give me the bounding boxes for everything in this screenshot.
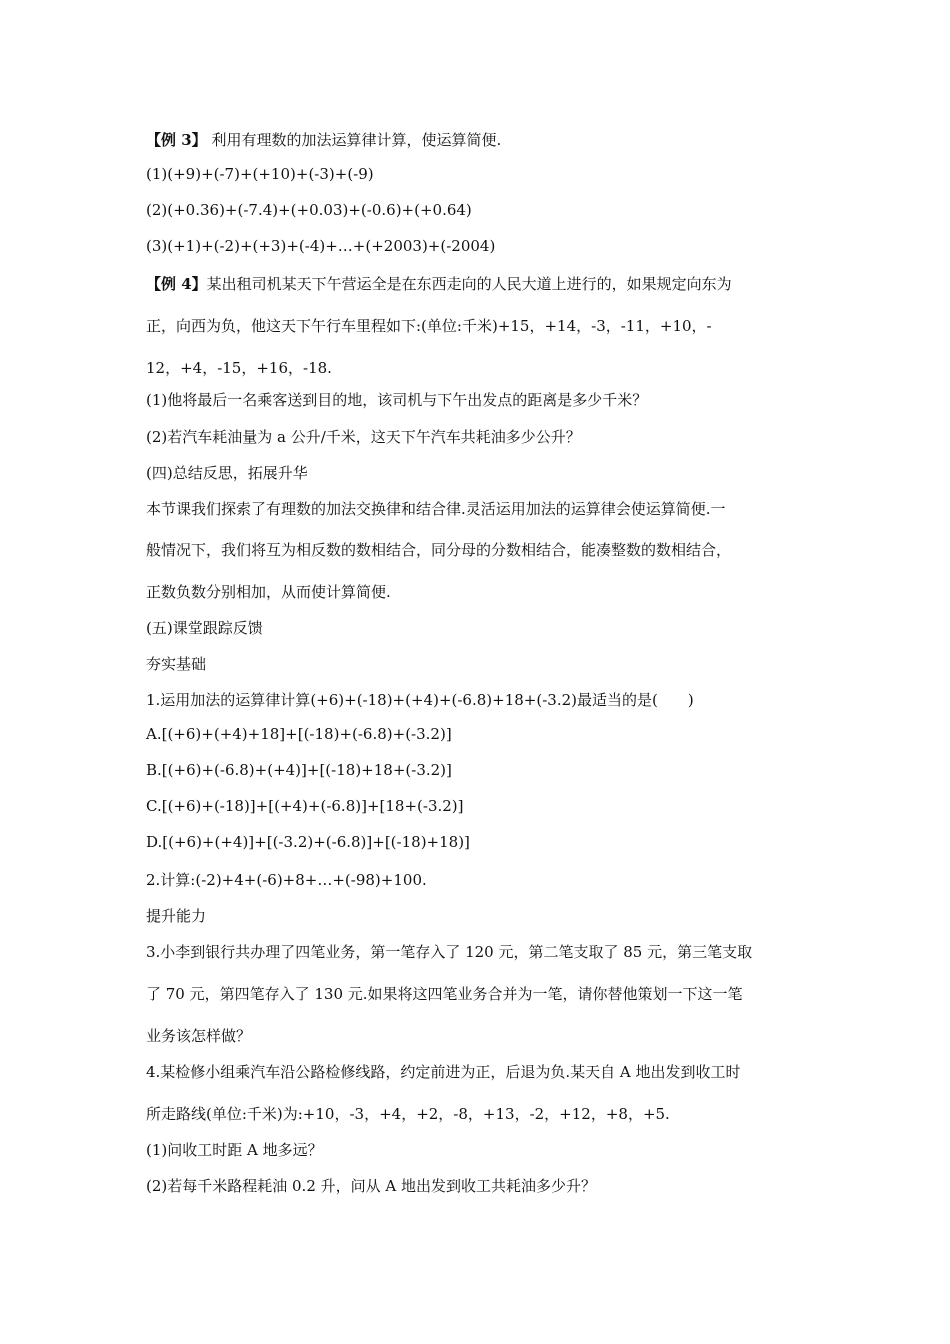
- example3-title: [146, 129, 501, 150]
- example3-item-1: (1)(+9)+(-7)+(+10)+(-3)+(-9): [146, 165, 374, 183]
- section4-heading: (四)总结反思，拓展升华: [146, 464, 308, 482]
- example4-text: 某出租司机某天下午营运全是在东西走向的人民大道上进行的，如果规定向东为: [206, 275, 732, 293]
- section4-line-3: 正数负数分别相加，从而使计算简便.: [146, 583, 391, 601]
- example4-question-2: (2)若汽车耗油量为 a 公升/千米，这天下午汽车共耗油多少公升？: [146, 428, 581, 446]
- question-1: 1.运用加法的运算律计算(+6)+(-18)+(+4)+(-6.8)+18+(-3.2)最适当的是( ): [146, 691, 694, 709]
- question-4-sub-2: (2)若每千米路程耗油 0.2 升，问从 A 地出发到收工共耗油多少升？: [146, 1177, 597, 1195]
- example4-line-1: [146, 273, 732, 294]
- section5-heading: (五)课堂跟踪反馈: [146, 619, 263, 637]
- example3-item-2: (2)(+0.36)+(-7.4)+(+0.03)+(-0.6)+(+0.64): [146, 201, 472, 219]
- basic-heading: 夯实基础: [146, 655, 207, 673]
- question-3-line-1: 3.小李到银行共办理了四笔业务，第一笔存入了 120 元，第二笔支取了 85 元，第三笔支取: [146, 943, 753, 961]
- question-3-line-2: 了 70 元，第四笔存入了 130 元.如果将这四笔业务合并为一笔，请你替他策划一下这一笔: [146, 985, 743, 1003]
- question-4-line-1: 4.某检修小组乘汽车沿公路检修线路，约定前进为正，后退为负.某天自 A 地出发到收工时: [146, 1063, 741, 1081]
- option-a: A.[(+6)+(+4)+18]+[(-18)+(-6.8)+(-3.2)]: [146, 725, 452, 743]
- section4-line-2: 般情况下，我们将互为相反数的数相结合，同分母的分数相结合，能凑整数的数相结合，: [146, 541, 732, 559]
- example3-text: 利用有理数的加法运算律计算，使运算简便.: [206, 131, 502, 149]
- example4-line-3: 12，+4，-15，+16，-18.: [146, 359, 332, 377]
- option-b: B.[(+6)+(-6.8)+(+4)]+[(-18)+18+(-3.2)]: [146, 761, 452, 779]
- option-c: C.[(+6)+(-18)]+[(+4)+(-6.8)]+[18+(-3.2)]: [146, 797, 464, 815]
- example4-tag: 【例 4】: [146, 275, 207, 293]
- option-d: D.[(+6)+(+4)]+[(-3.2)+(-6.8)]+[(-18)+18)]: [146, 833, 470, 851]
- example3-tag: 【例 3】: [146, 131, 207, 149]
- section4-line-1: 本节课我们探索了有理数的加法交换律和结合律.灵活运用加法的运算律会使运算简便.一: [146, 500, 726, 518]
- question-3-line-3: 业务该怎样做？: [146, 1027, 252, 1045]
- question-2: 2.计算:(-2)+4+(-6)+8+…+(-98)+100.: [146, 871, 427, 889]
- question-4-line-2: 所走路线(单位:千米)为:+10，-3，+4，+2，-8，+13，-2，+12，+8，+5.: [146, 1105, 670, 1123]
- example4-question-1: (1)他将最后一名乘客送到目的地，该司机与下午出发点的距离是多少千米？: [146, 391, 648, 409]
- example4-line-2: 正，向西为负，他这天下午行车里程如下:(单位:千米)+15，+14，-3，-11，+10，-: [146, 317, 712, 335]
- example3-item-3: (3)(+1)+(-2)+(+3)+(-4)+…+(+2003)+(-2004): [146, 237, 496, 255]
- advanced-heading: 提升能力: [146, 907, 207, 925]
- question-4-sub-1: (1)问收工时距 A 地多远？: [146, 1141, 323, 1159]
